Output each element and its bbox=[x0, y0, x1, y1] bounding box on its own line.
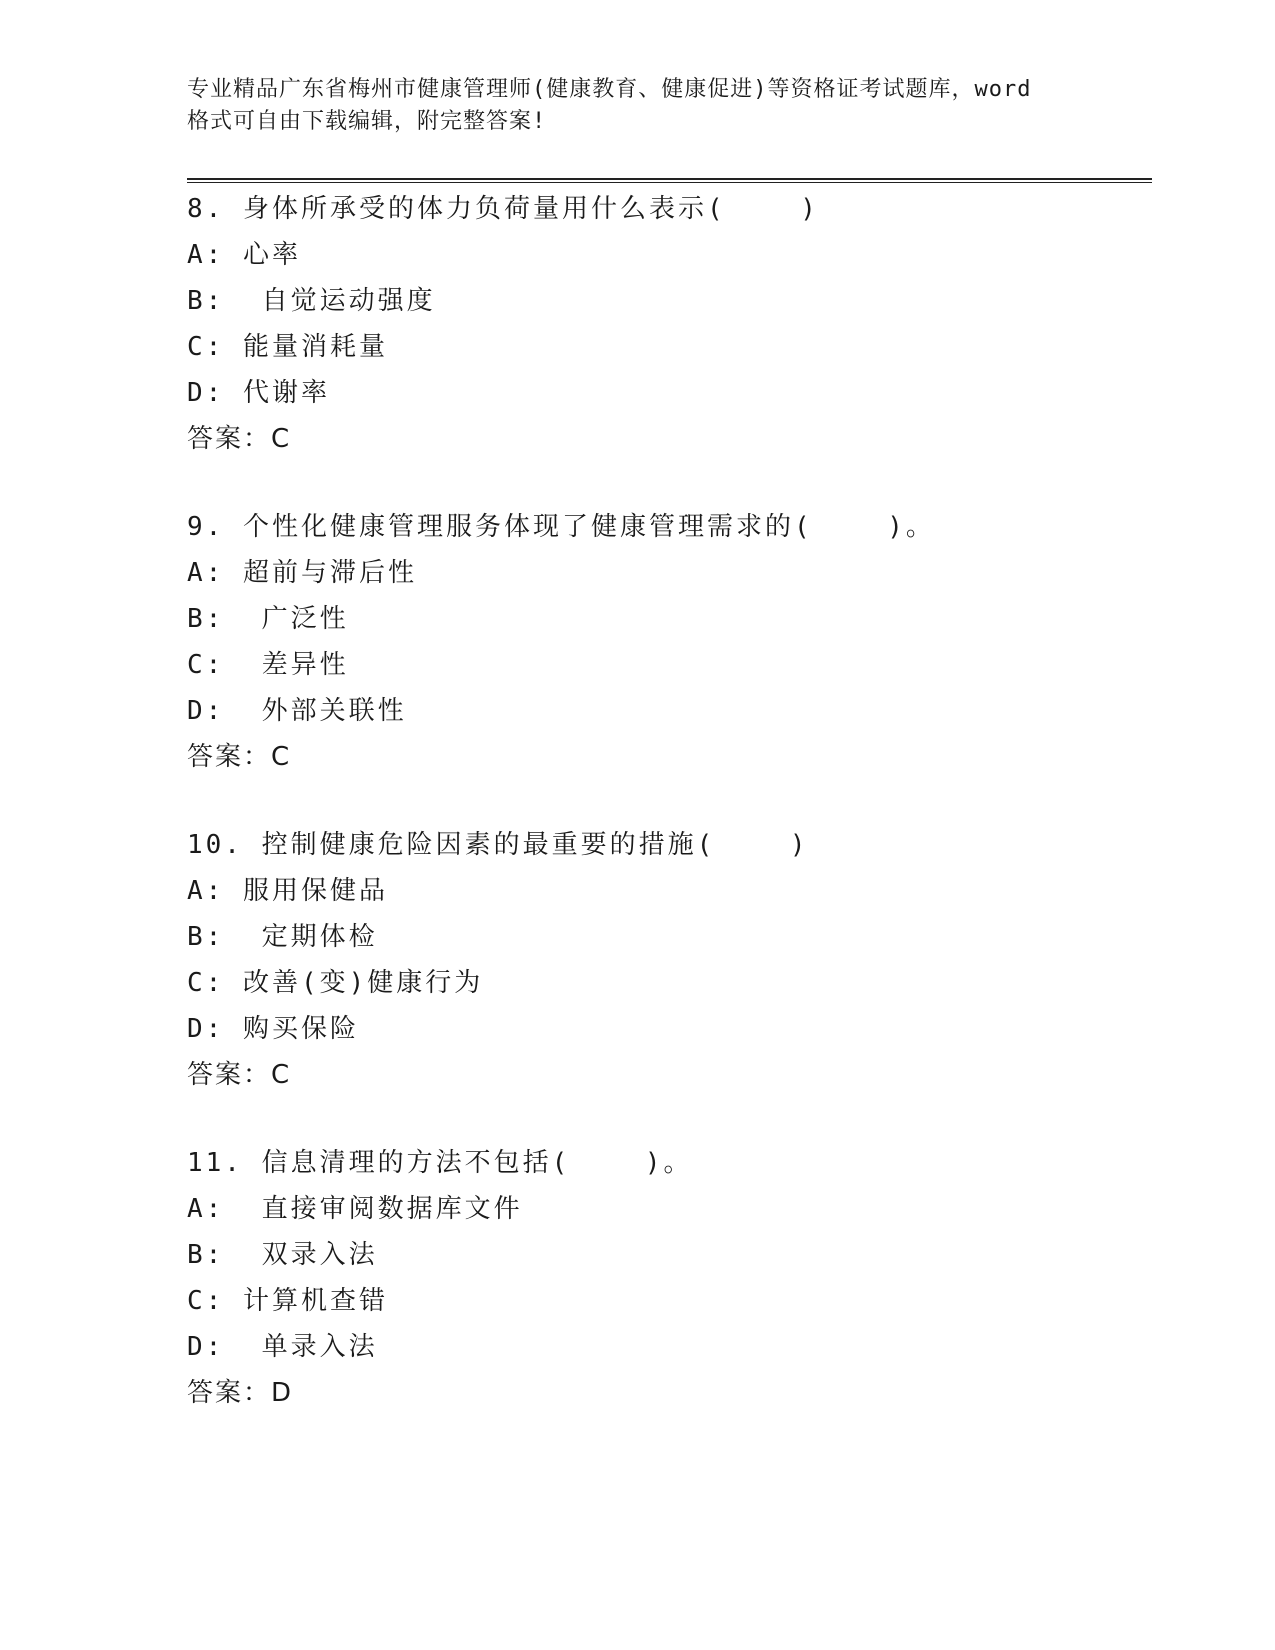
question-item bbox=[187, 504, 1147, 780]
option-b: B: 定期体检 bbox=[187, 922, 378, 952]
question-stem: 8. 身体所承受的体力负荷量用什么表示( ) bbox=[187, 194, 819, 224]
header-line-1: 专业精品广东省梅州市健康管理师(健康教育、健康促进)等资格证考试题库，word bbox=[187, 77, 1032, 102]
question-stem: 11. 信息清理的方法不包括( )。 bbox=[187, 1148, 693, 1178]
option-c: C: 计算机查错 bbox=[187, 1286, 388, 1316]
question-stem: 9. 个性化健康管理服务体现了健康管理需求的( )。 bbox=[187, 512, 935, 542]
question-item bbox=[187, 1140, 1147, 1416]
option-b: B: 广泛性 bbox=[187, 604, 349, 634]
option-b: B: 双录入法 bbox=[187, 1240, 378, 1270]
option-a: A: 直接审阅数据库文件 bbox=[187, 1194, 523, 1224]
question-stem: 10. 控制健康危险因素的最重要的措施( ) bbox=[187, 830, 809, 860]
option-d: D: 代谢率 bbox=[187, 378, 330, 408]
option-c: C: 能量消耗量 bbox=[187, 332, 388, 362]
question-list bbox=[187, 186, 1147, 1458]
header-line-2: 格式可自由下载编辑，附完整答案! bbox=[187, 109, 547, 134]
answer-line: 答案：C bbox=[187, 424, 292, 454]
option-c: C: 改善(变)健康行为 bbox=[187, 968, 484, 998]
option-a: A: 服用保健品 bbox=[187, 876, 388, 906]
question-item bbox=[187, 186, 1147, 462]
option-d: D: 外部关联性 bbox=[187, 696, 407, 726]
option-a: A: 超前与滞后性 bbox=[187, 558, 417, 588]
option-c: C: 差异性 bbox=[187, 650, 349, 680]
answer-line: 答案：C bbox=[187, 742, 292, 772]
answer-line: 答案：D bbox=[187, 1378, 294, 1408]
header-divider bbox=[187, 178, 1152, 183]
answer-line: 答案：C bbox=[187, 1060, 292, 1090]
option-a: A: 心率 bbox=[187, 240, 301, 270]
option-d: D: 单录入法 bbox=[187, 1332, 378, 1362]
option-d: D: 购买保险 bbox=[187, 1014, 359, 1044]
option-b: B: 自觉运动强度 bbox=[187, 286, 436, 316]
question-item bbox=[187, 822, 1147, 1098]
page-header bbox=[187, 74, 1087, 138]
